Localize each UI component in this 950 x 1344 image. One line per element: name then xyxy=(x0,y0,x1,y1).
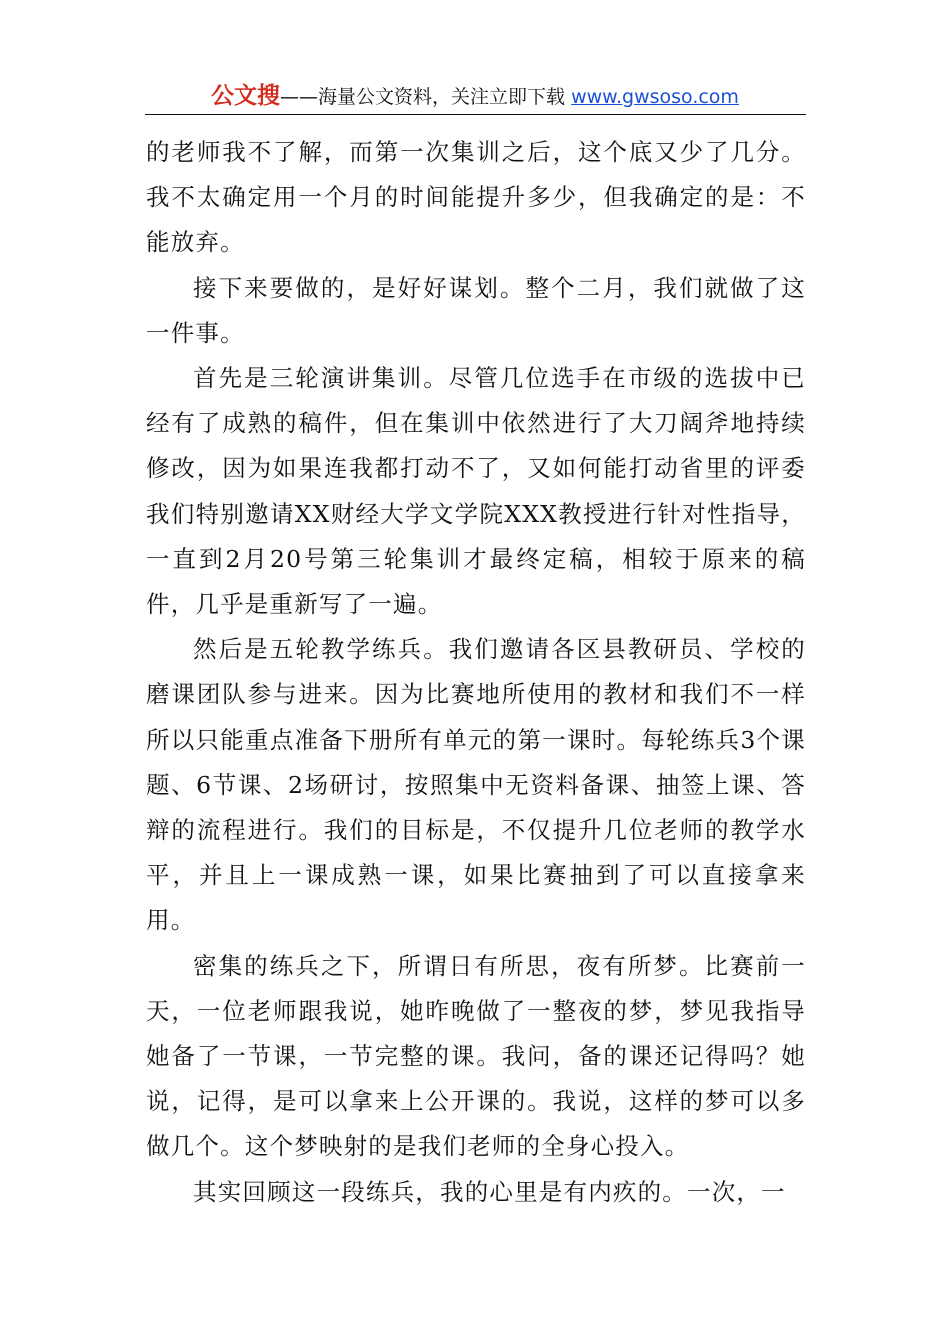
paragraph-4: 然后是五轮教学练兵。我们邀请各区县教研员、学校的磨课团队参与进来。因为比赛地所使用的教材和我们不一样所以只能重点准备下册所有单元的第一课时。每轮练兵3个课题、6节课、2场研讨，按照集中无资料备课、抽签上课、答辩的流程进行。我们的目标是，不仅提升几位老师的教学水平，并且上一课成熟一课，如果比赛抽到了可以直接拿来用。 xyxy=(146,635,806,935)
header-tagline: ——海量公文资料，关注立即下载 xyxy=(280,86,566,108)
site-link[interactable]: www.gwsoso.com xyxy=(571,86,739,108)
header-divider xyxy=(145,114,806,115)
paragraph-5: 密集的练兵之下，所谓日有所思，夜有所梦。比赛前一天，一位老师跟我说，她昨晚做了一整夜的梦，梦见我指导她备了一节课，一节完整的课。我问，备的课还记得吗？她说，记得，是可以拿来上公开课的。我说，这样的梦可以多做几个。这个梦映射的是我们老师的全身心投入。 xyxy=(146,951,806,1161)
document-body xyxy=(146,130,806,1215)
paragraph-6: 其实回顾这一段练兵，我的心里是有内疚的。一次，一 xyxy=(193,1177,786,1206)
brand-logo-text: 公文搜 xyxy=(211,83,281,109)
paragraph-1: 的老师我不了解，而第一次集训之后，这个底又少了几分。我不太确定用一个月的时间能提升多少，但我确定的是：不能放弃。 xyxy=(146,138,806,257)
site-header xyxy=(0,81,950,112)
paragraph-2: 接下来要做的，是好好谋划。整个二月，我们就做了这一件事。 xyxy=(146,273,806,347)
paragraph-3: 首先是三轮演讲集训。尽管几位选手在市级的选拔中已经有了成熟的稿件，但在集训中依然进行了大刀阔斧地持续修改，因为如果连我都打动不了，又如何能打动省里的评委我们特别邀请XX财经大学文学院XXX教授进行针对性指导，一直到2月20号第三轮集训才最终定稿，相较于原来的稿件，几乎是重新写了一遍。 xyxy=(146,364,806,619)
